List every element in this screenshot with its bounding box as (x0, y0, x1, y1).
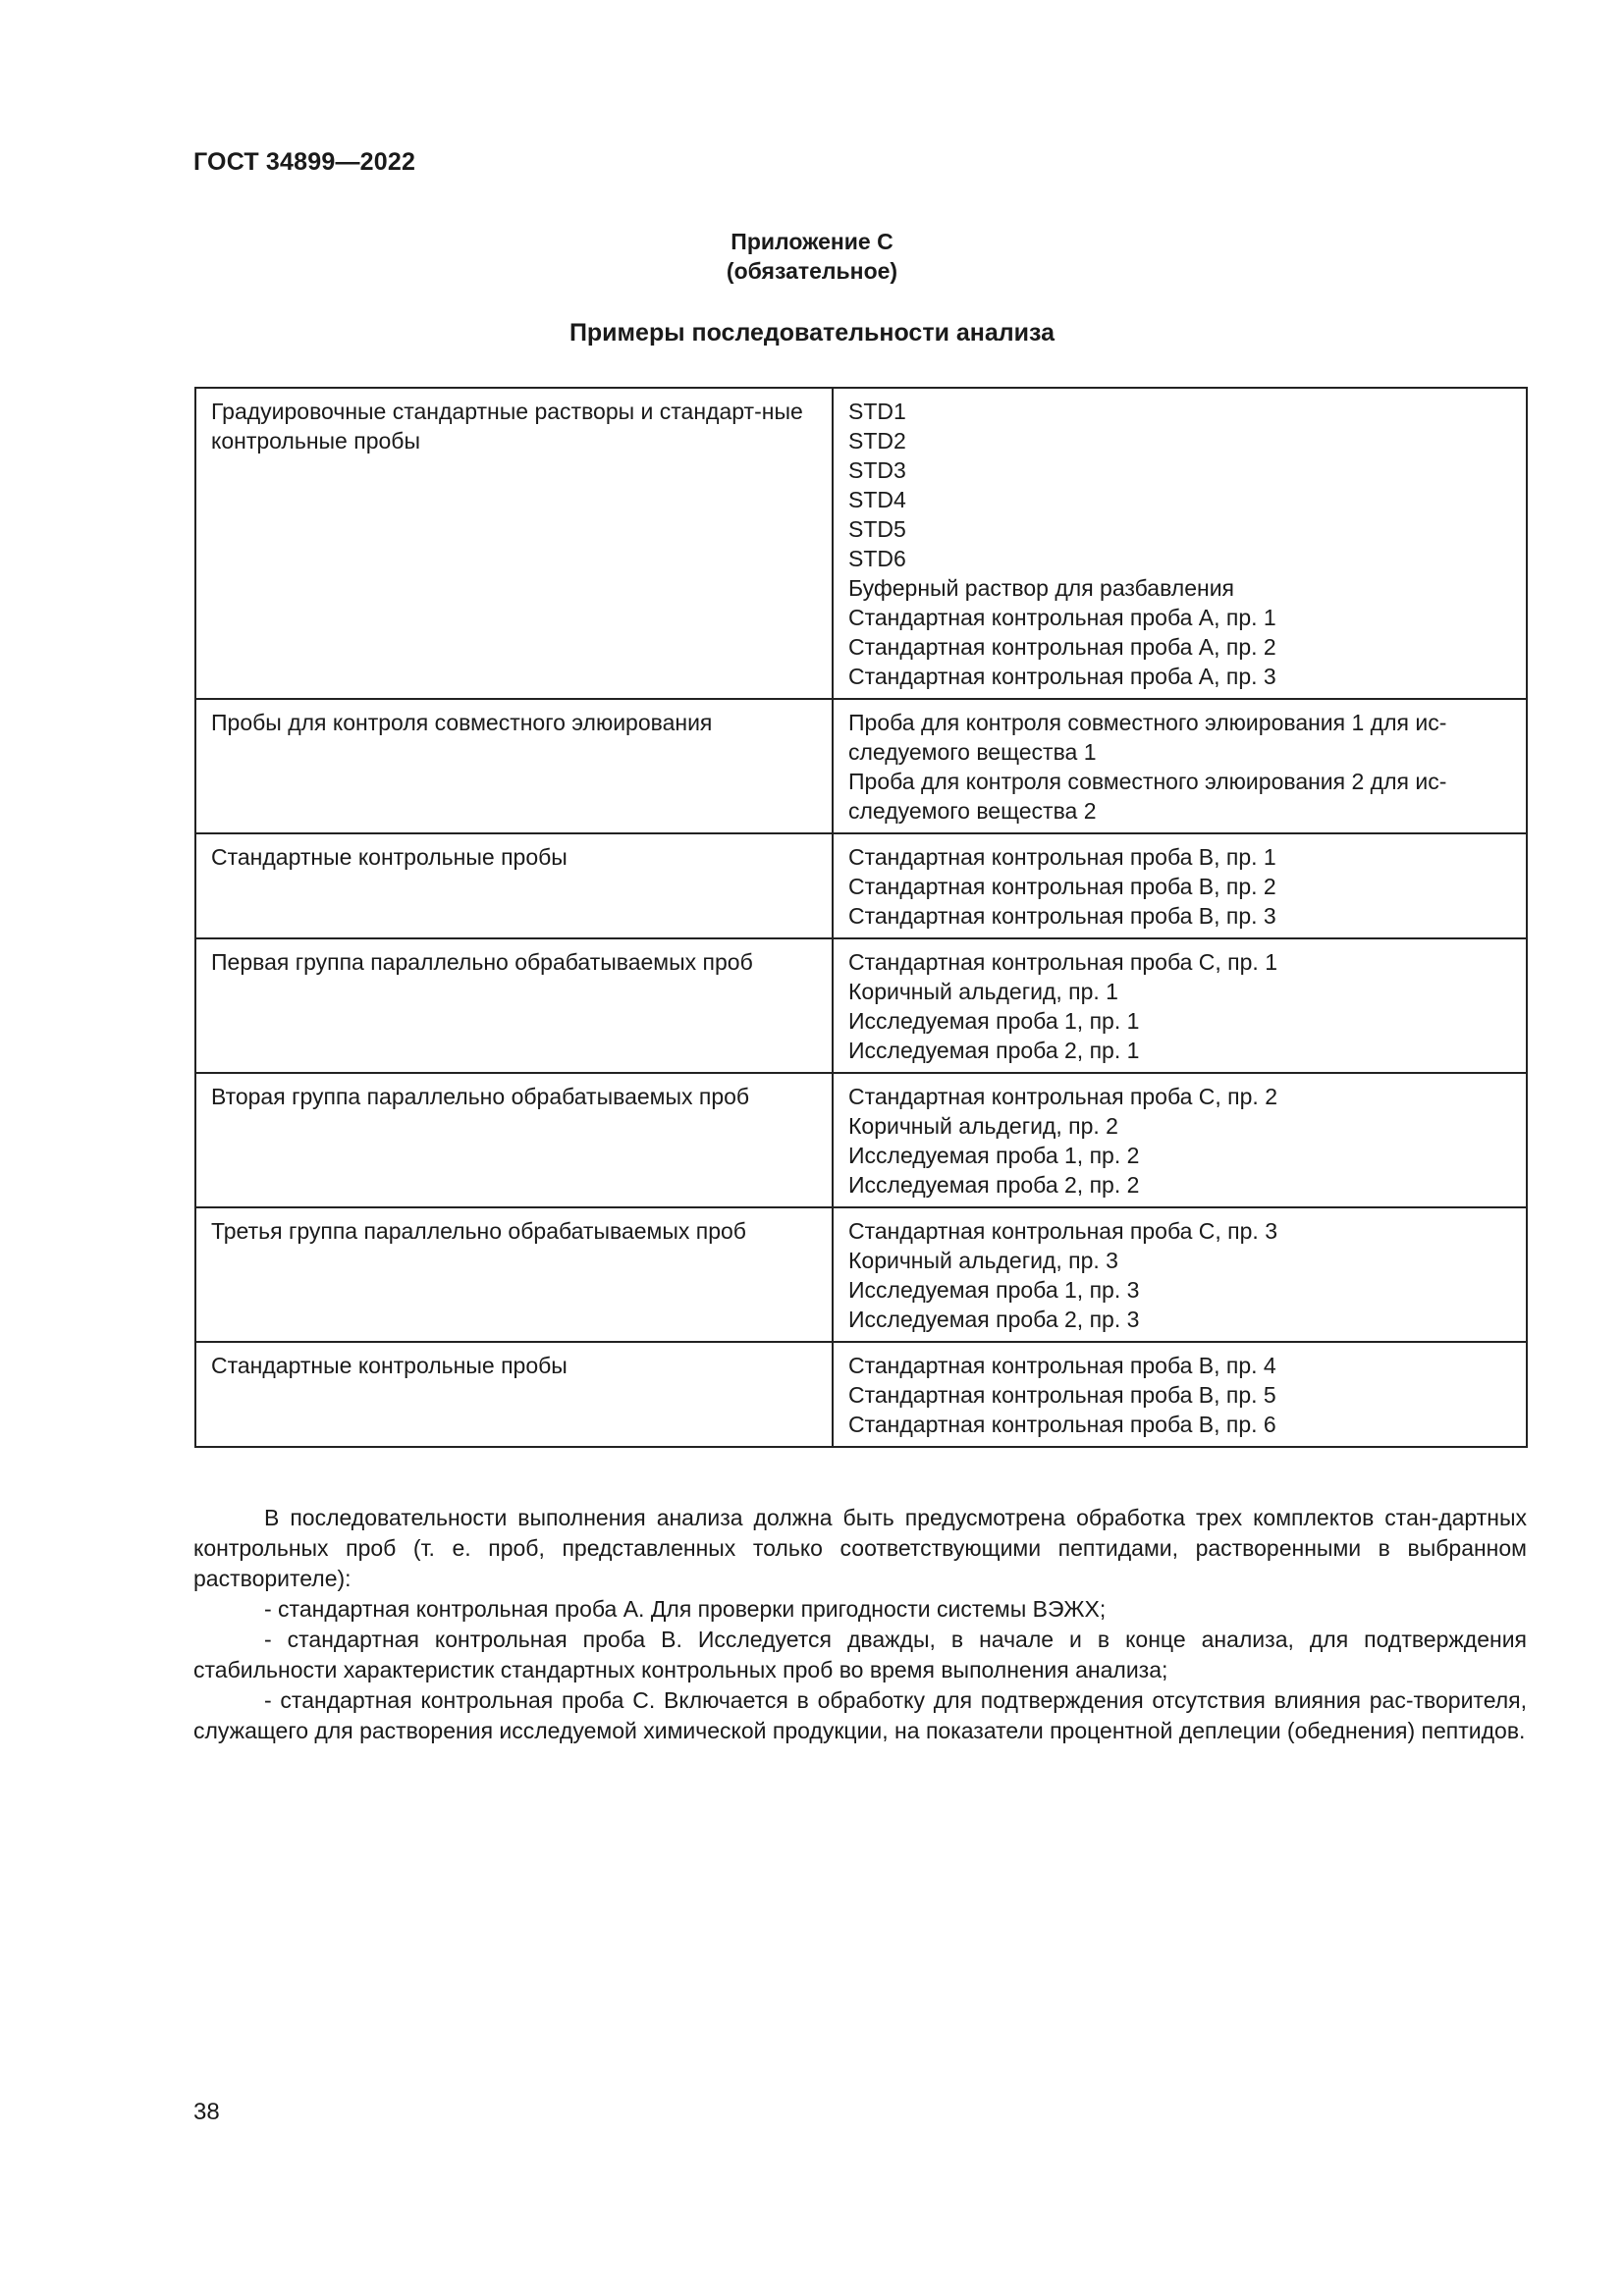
table-cell-item: Исследуемая проба 2, пр. 3 (848, 1307, 1140, 1332)
table-cell-group: Третья группа параллельно обрабатываемых проб (195, 1207, 833, 1342)
body-text (193, 1503, 1527, 1746)
page-number: 38 (193, 2099, 220, 2125)
table-cell-item: STD6 (848, 546, 906, 571)
table-row (195, 699, 1527, 833)
table-cell-items (833, 938, 1527, 1073)
table-cell-item: Исследуемая проба 2, пр. 1 (848, 1038, 1140, 1063)
table-cell-items (833, 833, 1527, 938)
table-cell-item: STD5 (848, 516, 906, 542)
table-cell-group: Стандартные контрольные пробы (195, 1342, 833, 1447)
table-cell-group: Градуировочные стандартные растворы и стандарт-ные контрольные пробы (195, 388, 833, 699)
body-paragraph-probe-b: - стандартная контрольная проба В. Исследуется дважды, в начале и в конце анализа, для подтверждения стабильности характеристик стандартных контрольных проб во время выполнения анализа; (193, 1627, 1527, 1682)
table-cell-item: Стандартная контрольная проба А, пр. 2 (848, 634, 1276, 660)
table-cell-item: STD1 (848, 399, 906, 424)
table-cell-group: Пробы для контроля совместного элюирования (195, 699, 833, 833)
table-cell-item: Стандартная контрольная проба С, пр. 1 (848, 949, 1277, 975)
table-cell-item: Стандартная контрольная проба С, пр. 3 (848, 1218, 1277, 1244)
table-row (195, 833, 1527, 938)
table-cell-items (833, 388, 1527, 699)
body-paragraph-probe-a: - стандартная контрольная проба А. Для проверки пригодности системы ВЭЖХ; (264, 1596, 1107, 1622)
table-row (195, 1073, 1527, 1207)
table-cell-item: Стандартная контрольная проба В, пр. 6 (848, 1412, 1276, 1437)
table-cell-item: Стандартная контрольная проба А, пр. 3 (848, 664, 1276, 689)
table-row (195, 388, 1527, 699)
table-cell-group: Вторая группа параллельно обрабатываемых проб (195, 1073, 833, 1207)
table-cell-item: Проба для контроля совместного элюирования 1 для ис-следуемого вещества 1 (848, 710, 1447, 765)
table-row (195, 938, 1527, 1073)
table-cell-item: Исследуемая проба 1, пр. 2 (848, 1143, 1140, 1168)
table-cell-group: Первая группа параллельно обрабатываемых проб (195, 938, 833, 1073)
table-cell-item: Стандартная контрольная проба С, пр. 2 (848, 1084, 1277, 1109)
section-title: Примеры последовательности анализа (568, 319, 1056, 347)
appendix-status: (обязательное) (726, 258, 898, 284)
table-cell-item: Стандартная контрольная проба В, пр. 1 (848, 844, 1276, 870)
table-cell-item: Стандартная контрольная проба В, пр. 2 (848, 874, 1276, 899)
document-header-standard: ГОСТ 34899—2022 (193, 148, 416, 176)
table-cell-item: Исследуемая проба 1, пр. 3 (848, 1277, 1140, 1303)
table-cell-items (833, 1207, 1527, 1342)
table-cell-item: Коричный альдегид, пр. 2 (848, 1113, 1118, 1139)
table-cell-item: Исследуемая проба 2, пр. 2 (848, 1172, 1140, 1198)
table-cell-items (833, 1073, 1527, 1207)
table-cell-item: STD4 (848, 487, 906, 512)
table-cell-item: Коричный альдегид, пр. 3 (848, 1248, 1118, 1273)
table-cell-item: Стандартная контрольная проба В, пр. 4 (848, 1353, 1276, 1378)
table-cell-item: Коричный альдегид, пр. 1 (848, 979, 1118, 1004)
table-cell-item: Исследуемая проба 1, пр. 1 (848, 1008, 1140, 1034)
table-cell-item: STD2 (848, 428, 906, 454)
analysis-sequence-table (194, 387, 1528, 1448)
table-cell-group: Стандартные контрольные пробы (195, 833, 833, 938)
table-cell-item: Стандартная контрольная проба В, пр. 3 (848, 903, 1276, 929)
table-row (195, 1342, 1527, 1447)
table-cell-items (833, 1342, 1527, 1447)
table-cell-item: Стандартная контрольная проба В, пр. 5 (848, 1382, 1276, 1408)
body-paragraph-probe-c: - стандартная контрольная проба С. Включается в обработку для подтверждения отсутствия влияния рас-творителя, служащего для растворения исследуемой химической продукции, на показатели процентной деплеции (обеднения) пептидов. (193, 1687, 1527, 1743)
table-cell-item: Буферный раствор для разбавления (848, 575, 1234, 601)
table-cell-item: STD3 (848, 457, 906, 483)
table-cell-items (833, 699, 1527, 833)
table-cell-item: Стандартная контрольная проба А, пр. 1 (848, 605, 1276, 630)
appendix-title: Приложение С (731, 229, 893, 254)
body-paragraph-intro: В последовательности выполнения анализа должна быть предусмотрена обработка трех комплектов стан-дартных контрольных проб (т. е. проб, представленных только соответствующими пептидами, растворенными в выбранном растворителе): (193, 1505, 1527, 1591)
table-row (195, 1207, 1527, 1342)
table-cell-item: Проба для контроля совместного элюирования 2 для ис-следуемого вещества 2 (848, 769, 1447, 824)
